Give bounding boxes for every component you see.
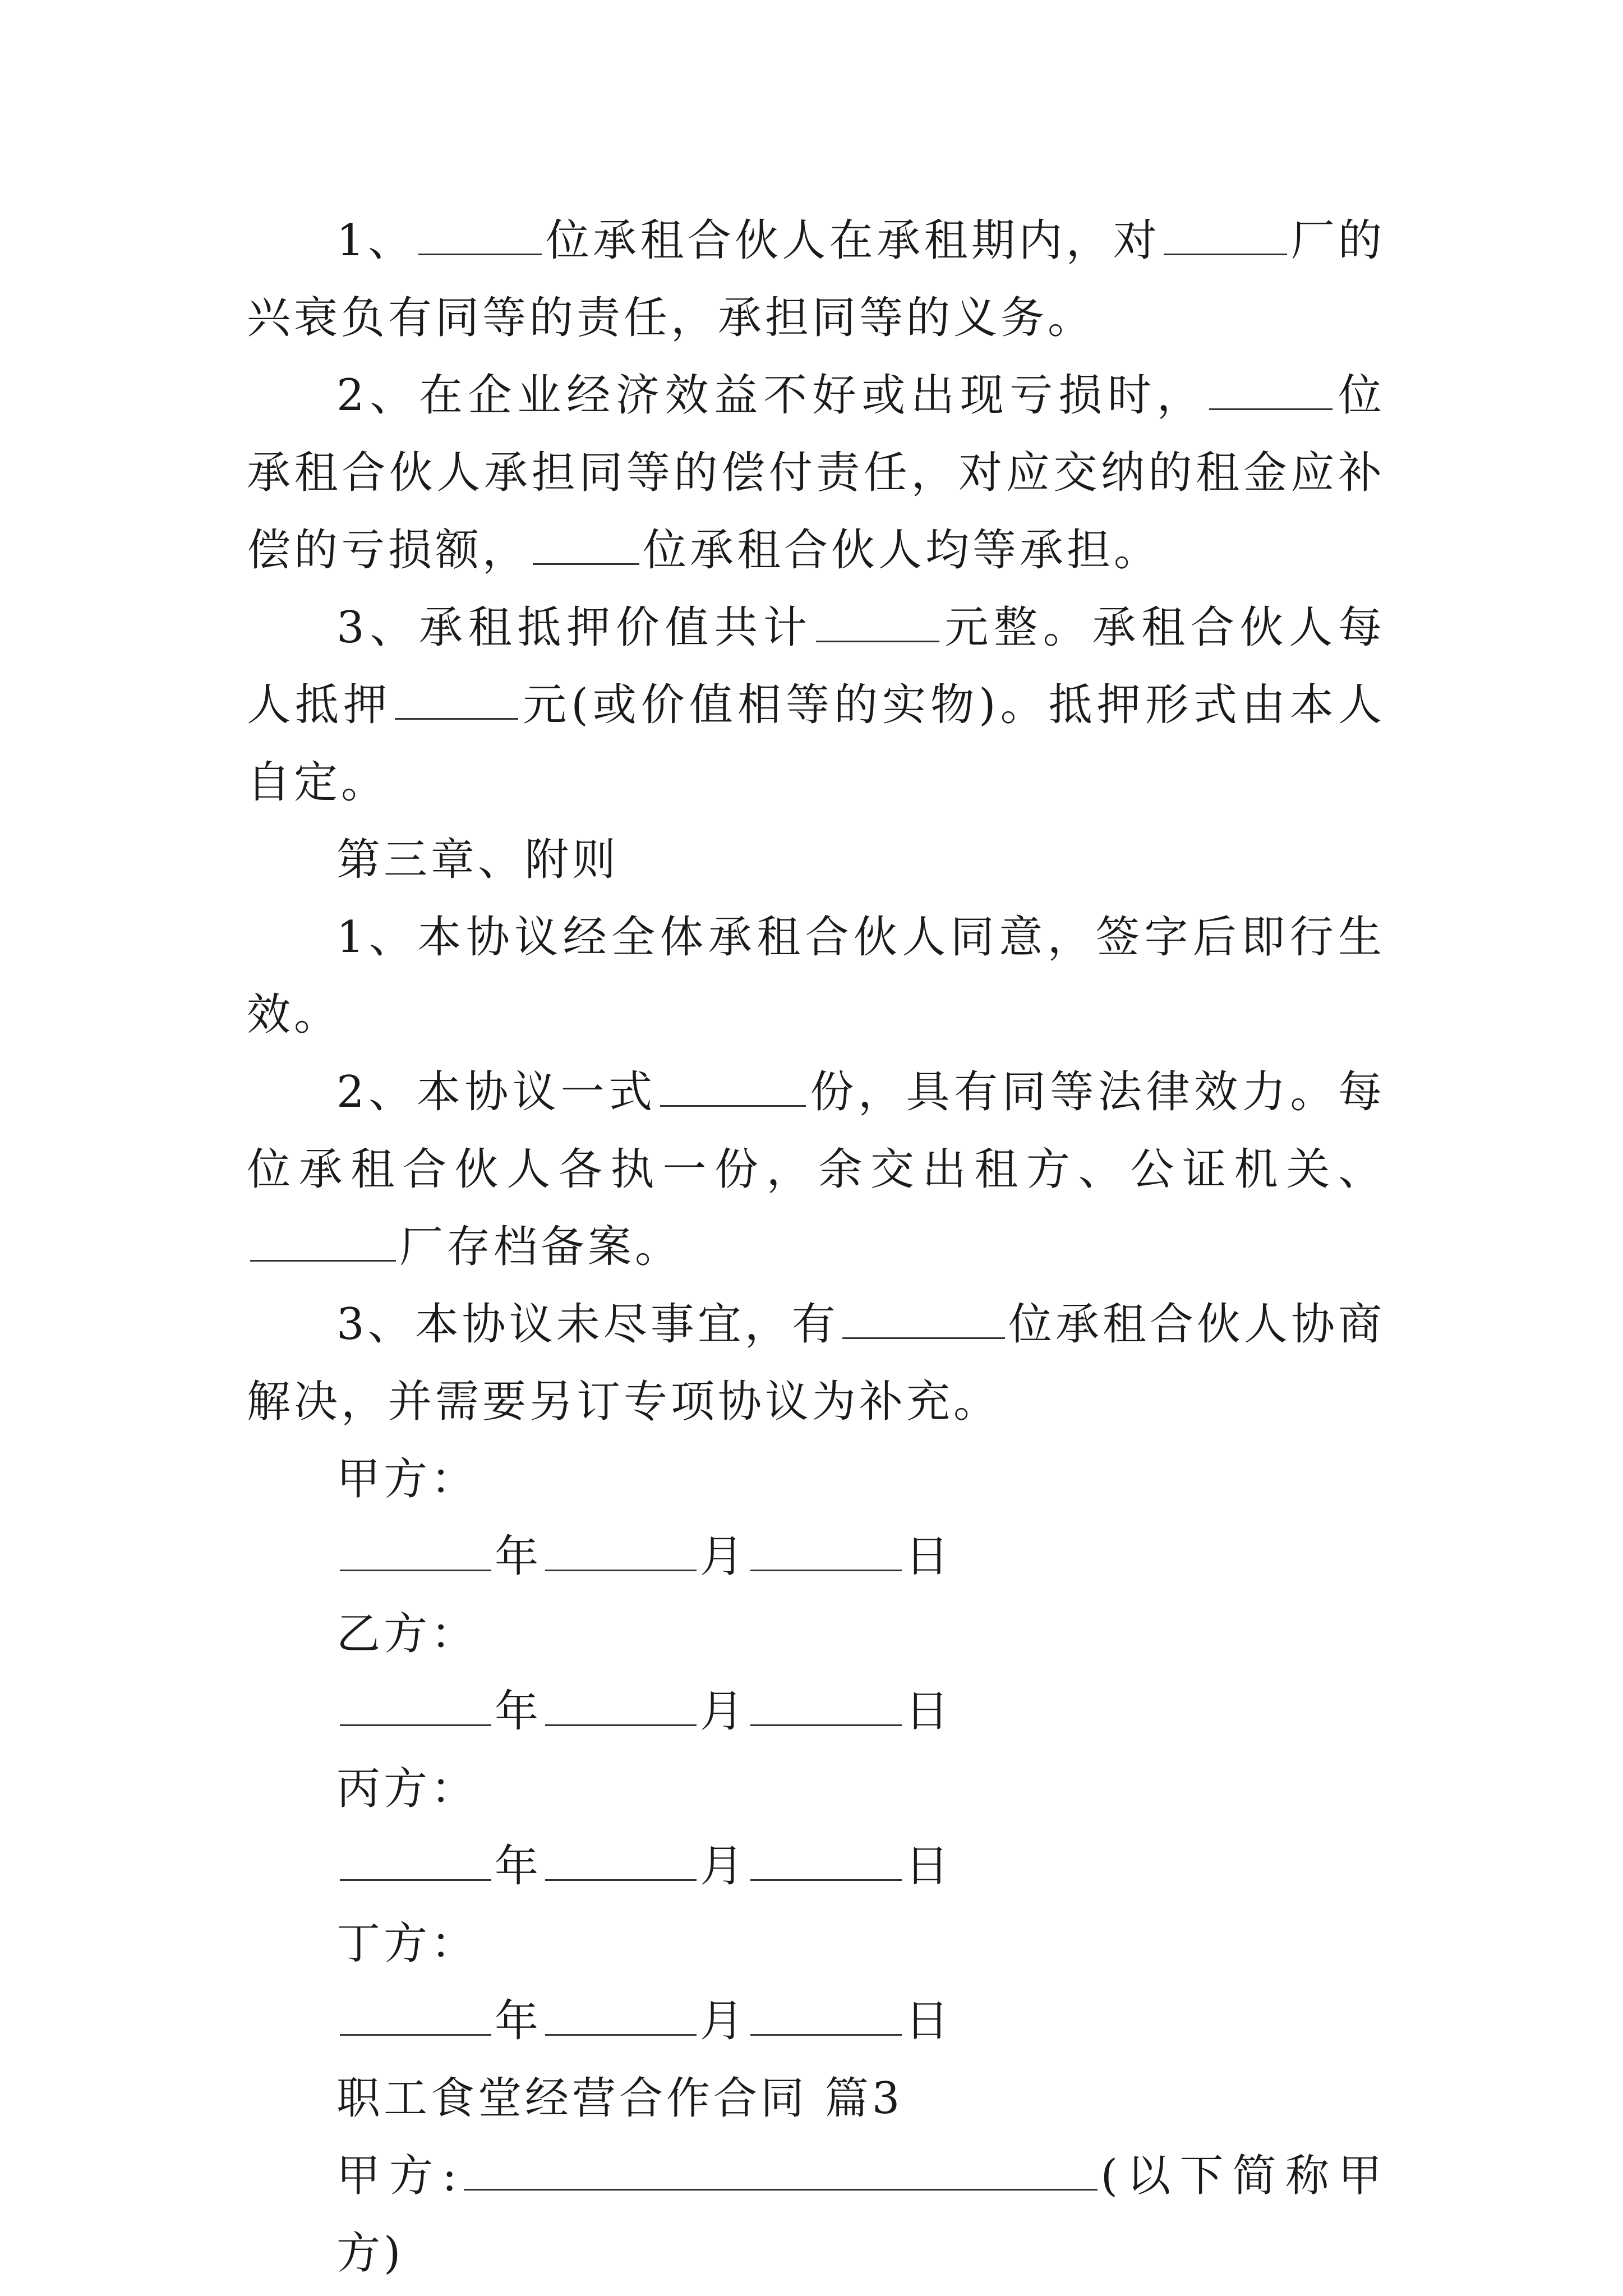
clause-3 xyxy=(247,589,1385,821)
month-field[interactable] xyxy=(545,1843,697,1881)
party-b-date xyxy=(247,1673,1385,1750)
next-section-title: 职工食堂经营合作合同 篇3 xyxy=(336,2073,903,2124)
blank-field[interactable] xyxy=(418,218,542,255)
clause-3-text-a: 3、承租抵押价值共计 xyxy=(336,602,813,653)
party-c-label: 丙方： xyxy=(336,1764,478,1814)
day-label: 日 xyxy=(905,1841,953,1892)
month-label: 月 xyxy=(700,1996,748,2046)
clause-2-text-b: 位承租合伙人承担同等的偿付责任，对应交纳的租金应补偿的亏损额， xyxy=(247,370,1385,576)
blank-field[interactable] xyxy=(842,1301,1005,1339)
clause-2-text-a: 2、在企业经济效益不好或出现亏损时， xyxy=(336,370,1206,421)
year-field[interactable] xyxy=(340,1534,491,1571)
rule-3-text-a: 3、本协议未尽事宜，有 xyxy=(336,1299,839,1350)
blank-field[interactable] xyxy=(395,682,518,720)
month-field[interactable] xyxy=(545,1534,697,1571)
clause-3-text-b: 元整。承租合伙人每人抵押 xyxy=(247,602,1385,730)
party-a-date xyxy=(247,1518,1385,1595)
clause-1-number: 1、 xyxy=(336,215,416,266)
rule-1: 1、本协议经全体承租合伙人同意，签字后即行生效。 xyxy=(247,912,1385,1040)
day-field[interactable] xyxy=(750,1534,902,1571)
blank-field[interactable] xyxy=(1164,218,1287,255)
rule-2-text-c: 厂存档备案。 xyxy=(399,1222,683,1272)
day-field[interactable] xyxy=(750,1688,902,1726)
day-field[interactable] xyxy=(750,1998,902,2036)
party-d-label: 丁方： xyxy=(336,1918,478,1969)
rule-2 xyxy=(247,1053,1385,1286)
blank-field[interactable] xyxy=(816,605,939,642)
clause-2-text-c: 位承租合伙人均等承担。 xyxy=(643,525,1161,576)
clause-1-text-a: 位承租合伙人在承租期内，对 xyxy=(545,215,1161,266)
party-b-label: 乙方： xyxy=(336,1609,478,1659)
year-label: 年 xyxy=(495,1531,542,1582)
day-label: 日 xyxy=(905,1686,953,1737)
clause-1 xyxy=(247,202,1385,357)
next-party-a-line xyxy=(247,2137,1385,2292)
clause-3-text-c: 元(或价值相等的实物)。抵押形式由本人自定。 xyxy=(247,680,1385,808)
blank-field[interactable] xyxy=(660,1069,806,1107)
rule-3-text-b: 位承租合伙人协商解决，并需要另订专项协议为补充。 xyxy=(247,1299,1385,1427)
rule-3 xyxy=(247,1286,1385,1441)
year-field[interactable] xyxy=(340,1843,491,1881)
party-a-label: 甲方： xyxy=(336,1454,478,1504)
day-label: 日 xyxy=(905,1531,953,1582)
month-label: 月 xyxy=(700,1686,748,1737)
month-field[interactable] xyxy=(545,1688,697,1726)
year-label: 年 xyxy=(495,1686,542,1737)
year-label: 年 xyxy=(495,1996,542,2046)
blank-field[interactable] xyxy=(533,527,639,565)
party-a-name-field[interactable] xyxy=(464,2153,1098,2191)
chapter-heading: 第三章、附则 xyxy=(336,835,620,885)
day-field[interactable] xyxy=(750,1843,902,1881)
month-label: 月 xyxy=(700,1531,748,1582)
blank-field[interactable] xyxy=(1209,372,1332,410)
party-c-date xyxy=(247,1828,1385,1905)
month-label: 月 xyxy=(700,1841,748,1892)
clause-1-text-b: 厂的兴衰负有同等的责任，承担同等的义务。 xyxy=(247,215,1385,343)
rule-2-text-b: 份，具有同等法律效力。每位承租合伙人各执一份，余交出租方、公证机关、 xyxy=(247,1067,1385,1195)
next-party-a-note: (以下简称甲方) xyxy=(336,2151,1386,2279)
next-party-a-label: 甲方: xyxy=(336,2151,460,2201)
year-field[interactable] xyxy=(340,1998,491,2036)
party-d-date xyxy=(247,1982,1385,2060)
rule-2-text-a: 2、本协议一式 xyxy=(336,1067,657,1117)
blank-field[interactable] xyxy=(250,1224,396,1262)
year-label: 年 xyxy=(495,1841,542,1892)
clause-2 xyxy=(247,357,1385,589)
month-field[interactable] xyxy=(545,1998,697,2036)
year-field[interactable] xyxy=(340,1688,491,1726)
document-page xyxy=(247,202,1385,2292)
day-label: 日 xyxy=(905,1996,953,2046)
